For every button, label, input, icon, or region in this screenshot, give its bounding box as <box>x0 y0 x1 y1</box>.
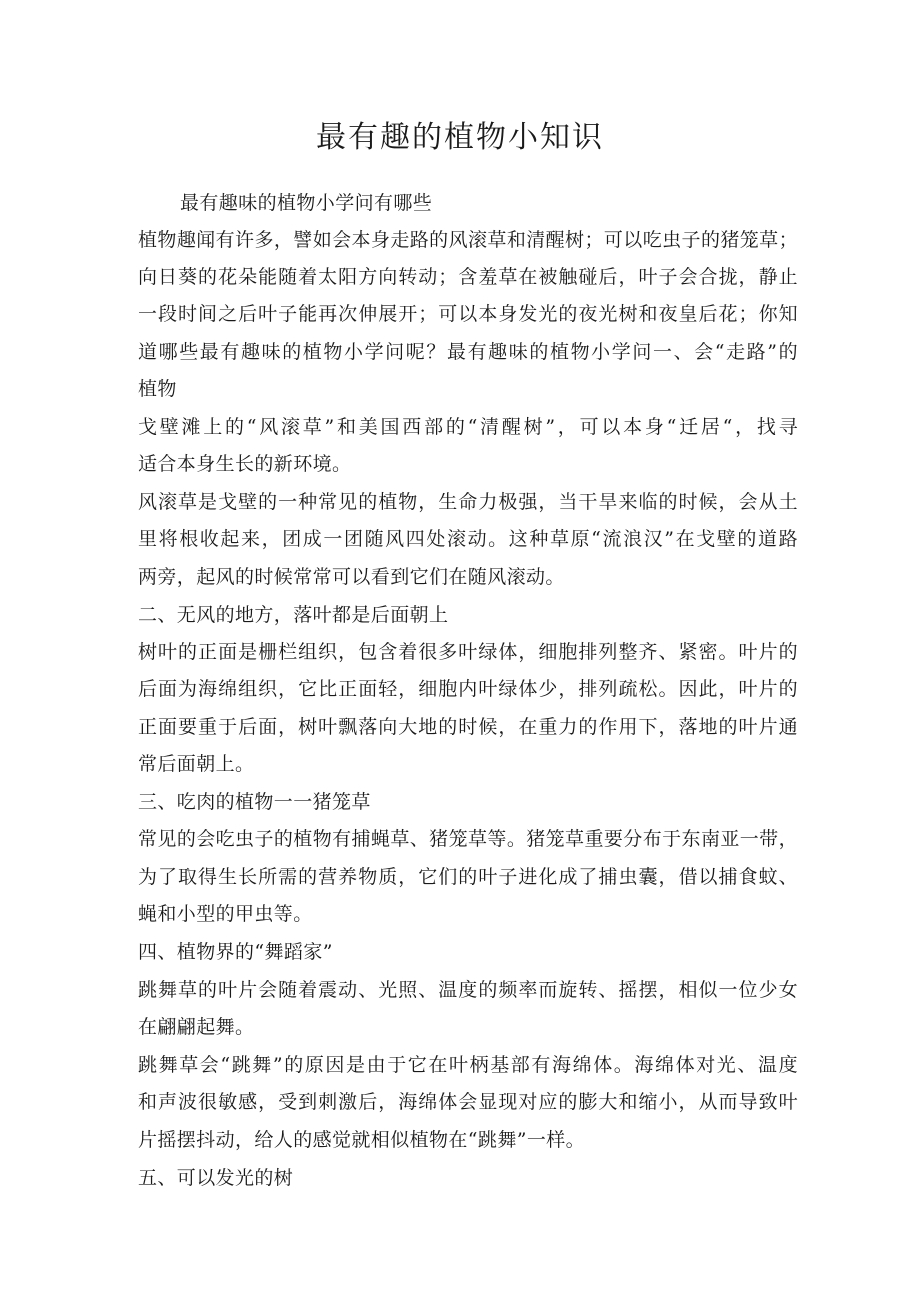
body-line: 向日葵的花朵能随着太阳方向转动；含羞草在被触碰后，叶子会合拢，静止 <box>138 266 798 288</box>
body-line: 在翩翩起舞。 <box>138 1016 255 1038</box>
page-title: 最有趣的植物小知识 <box>316 120 604 155</box>
section-heading: 四、植物界的“舞蹈家” <box>138 941 333 963</box>
body-line: 跳舞草的叶片会随着震动、光照、温度的频率而旋转、摇摆，相似一位少女 <box>138 979 798 1001</box>
body-line: 常见的会吃虫子的植物有捕蝇草、猪笼草等。猪笼草重要分布于东南亚一带， <box>138 828 798 850</box>
body-line: 片摇摆抖动，给人的感觉就相似植物在“跳舞”一样。 <box>138 1129 586 1151</box>
body-line: 戈壁滩上的“风滚草”和美国西部的“清醒树”，可以本身“迁居“，找寻 <box>138 416 798 438</box>
section-heading: 二、无风的地方，落叶都是后面朝上 <box>138 604 449 626</box>
body-line: 跳舞草会“跳舞”的原因是由于它在叶柄基部有海绵体。海绵体对光、温度 <box>138 1054 798 1076</box>
body-line: 和声波很敏感，受到刺激后，海绵体会显现对应的膨大和缩小，从而导致叶 <box>138 1091 798 1113</box>
body-line: 两旁，起风的时候常常可以看到它们在随风滚动。 <box>138 566 565 588</box>
subtitle-line: 最有趣味的植物小学问有哪些 <box>180 192 433 214</box>
body-line: 正面要重于后面，树叶飘落向大地的时候，在重力的作用下，落地的叶片通 <box>138 716 798 738</box>
body-line: 树叶的正面是栅栏组织，包含着很多叶绿体，细胞排列整齐、紧密。叶片的 <box>138 641 798 663</box>
body-line: 道哪些最有趣味的植物小学问呢？最有趣味的植物小学问一、会“走路”的 <box>138 341 798 363</box>
body-line: 为了取得生长所需的营养物质，它们的叶子进化成了捕虫囊，借以捕食蚊、 <box>138 866 798 888</box>
body-line: 风滚草是戈壁的一种常见的植物，生命力极强，当干旱来临的时候，会从土 <box>138 491 798 513</box>
body-line: 常后面朝上。 <box>138 753 255 775</box>
body-line: 后面为海绵组织，它比正面轻，细胞内叶绿体少，排列疏松。因此，叶片的 <box>138 678 798 700</box>
body-line: 植物趣闻有许多，譬如会本身走路的风滚草和清醒树；可以吃虫子的猪笼草； <box>138 229 798 251</box>
body-line: 里将根收起来，团成一团随风四处滚动。这种草原“流浪汉”在戈壁的道路 <box>138 528 798 550</box>
body-line: 蝇和小型的甲虫等。 <box>138 903 313 925</box>
body-line: 一段时间之后叶子能再次伸展开；可以本身发光的夜光树和夜皇后花；你知 <box>138 303 798 325</box>
body-line: 适合本身生长的新环境。 <box>138 453 352 475</box>
section-heading: 五、可以发光的树 <box>138 1167 294 1189</box>
section-heading: 三、吃肉的植物一一猪笼草 <box>138 791 371 813</box>
body-line: 植物 <box>138 378 177 400</box>
